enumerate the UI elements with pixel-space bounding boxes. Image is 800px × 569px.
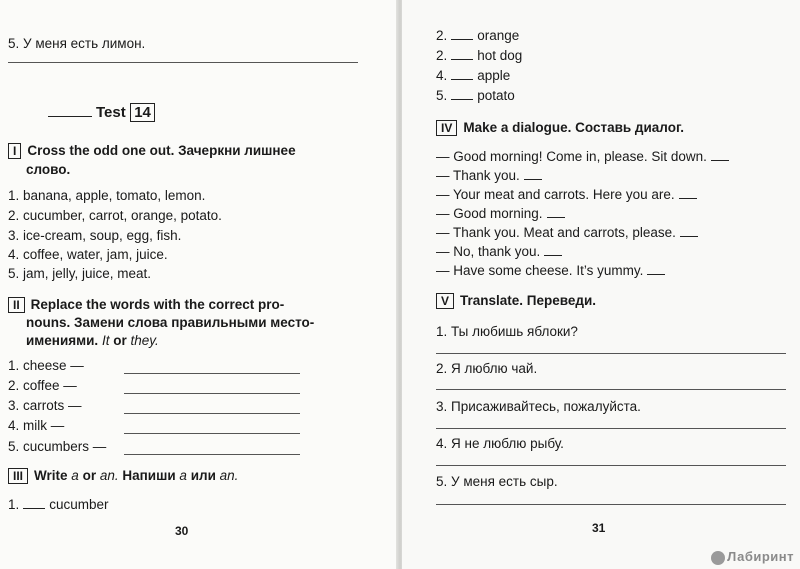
translate-item-2: 2. Я люблю чай. — [436, 361, 538, 376]
translate-item-3: 3. Присаживайтесь, пожалуйста. — [436, 399, 641, 414]
dialogue-text: — Thank you. — [436, 168, 520, 183]
dialogue-text: — Your meat and carrots. Here you are. — [436, 187, 675, 202]
answer-line — [436, 353, 786, 354]
answer-gap — [451, 67, 473, 80]
section-5-title-text: Translate. Переведи. — [460, 293, 597, 308]
answer-line — [124, 413, 300, 414]
labirint-logo-icon — [711, 551, 725, 565]
item-word: cucumber — [49, 497, 109, 512]
right-page — [402, 0, 800, 569]
answer-blank — [679, 186, 697, 199]
dialogue-line-7 — [436, 262, 665, 278]
item-word: orange — [477, 28, 520, 43]
dialogue-line-6 — [436, 243, 562, 259]
pronoun-item-1: 1. cheese — — [8, 358, 84, 373]
page-number-left: 30 — [175, 524, 189, 538]
answer-gap — [451, 47, 473, 60]
item-word: potato — [477, 88, 515, 103]
test-word: Test — [96, 104, 126, 121]
answer-blank — [680, 224, 698, 237]
answer-blank — [711, 148, 729, 161]
section-1-title — [8, 143, 296, 159]
dialogue-line-2 — [436, 167, 542, 183]
answer-line — [124, 433, 300, 434]
answer-line — [436, 465, 786, 466]
translate-item-1: 1. Ты любишь яблоки? — [436, 324, 578, 339]
answer-line — [436, 504, 786, 505]
answer-blank — [547, 205, 565, 218]
pronoun-item-3: 3. carrots — — [8, 398, 82, 413]
roman-badge: V — [436, 293, 454, 309]
answer-blank — [544, 243, 562, 256]
heading-line — [48, 116, 92, 117]
intro-sentence: 5. У меня есть лимон. — [8, 36, 146, 51]
title-part: или — [190, 468, 216, 483]
answer-blank — [524, 167, 542, 180]
answer-blank — [647, 262, 665, 275]
item-number: 5. — [436, 88, 448, 103]
title-part: an. — [99, 468, 119, 483]
section-2-title-line1: Replace the words with the correct pro- — [30, 297, 285, 312]
answer-line — [8, 62, 358, 63]
answer-line — [436, 389, 786, 390]
dialogue-line-1 — [436, 148, 729, 164]
dialogue-text: — Have some cheese. It’s yummy. — [436, 263, 644, 278]
dialogue-text: — No, thank you. — [436, 244, 541, 259]
translate-item-4: 4. Я не люблю рыбу. — [436, 436, 564, 451]
dialogue-line-3 — [436, 186, 697, 202]
section-2-title-line3 — [26, 333, 159, 348]
article-item — [436, 47, 522, 63]
answer-line — [124, 373, 300, 374]
dialogue-line-4 — [436, 205, 565, 221]
item-number: 2. — [436, 28, 448, 43]
title-part: or — [113, 333, 127, 348]
answer-line — [124, 454, 300, 455]
article-item — [436, 27, 519, 43]
watermark-text: Лабиринт — [727, 549, 794, 565]
section-2-title — [8, 297, 284, 313]
item-word: hot dog — [477, 48, 523, 63]
answer-gap — [451, 27, 473, 40]
dialogue-text: — Good morning. — [436, 206, 543, 221]
title-part: an. — [219, 468, 239, 483]
title-part: or — [82, 468, 97, 483]
answer-line — [436, 428, 786, 429]
article-item — [436, 87, 515, 103]
answer-line — [124, 393, 300, 394]
title-part: a — [179, 468, 187, 483]
title-part: имениями. — [26, 333, 99, 348]
odd-item-3: 3. ice-cream, soup, egg, fish. — [8, 228, 182, 243]
roman-badge: I — [8, 143, 21, 159]
section-4-title-text: Make a dialogue. Составь диалог. — [463, 120, 684, 135]
section-1-title-line2: слово. — [26, 162, 71, 177]
roman-badge: IV — [436, 120, 457, 136]
article-item — [436, 67, 510, 83]
answer-gap — [451, 87, 473, 100]
roman-badge: III — [8, 468, 28, 484]
dialogue-line-5 — [436, 224, 698, 240]
title-part: Напиши — [122, 468, 176, 483]
watermark — [711, 549, 794, 565]
roman-badge: II — [8, 297, 25, 313]
pronoun-item-2: 2. coffee — — [8, 378, 77, 393]
title-part: a — [71, 468, 79, 483]
odd-item-5: 5. jam, jelly, juice, meat. — [8, 266, 152, 281]
section-1-title-line1: Cross the odd one out. Зачеркни лишнее — [27, 143, 296, 158]
section-5-title — [436, 293, 596, 309]
item-number: 2. — [436, 48, 448, 63]
test-heading — [48, 103, 155, 122]
item-word: apple — [477, 68, 511, 83]
section-3-title — [8, 468, 238, 484]
left-page — [0, 0, 398, 569]
title-part: Write — [34, 468, 68, 483]
test-number: 14 — [130, 103, 155, 122]
item-number: 1. — [8, 497, 20, 512]
odd-item-4: 4. coffee, water, jam, juice. — [8, 247, 168, 262]
odd-item-1: 1. banana, apple, tomato, lemon. — [8, 188, 206, 203]
translate-item-5: 5. У меня есть сыр. — [436, 474, 558, 489]
dialogue-text: — Good morning! Come in, please. Sit down. — [436, 149, 707, 164]
item-number: 4. — [436, 68, 448, 83]
odd-item-2: 2. cucumber, carrot, orange, potato. — [8, 208, 222, 223]
title-part-they: they. — [130, 333, 159, 348]
pronoun-item-5: 5. cucumbers — — [8, 439, 107, 454]
section-4-title — [436, 120, 684, 136]
article-item-1 — [8, 496, 109, 512]
pronoun-item-4: 4. milk — — [8, 418, 65, 433]
section-2-title-line2: nouns. Замени слова правильными место- — [26, 315, 315, 330]
answer-gap — [23, 496, 45, 509]
page-number-right: 31 — [592, 521, 606, 535]
dialogue-text: — Thank you. Meat and carrots, please. — [436, 225, 676, 240]
title-part-it: It — [101, 333, 110, 348]
